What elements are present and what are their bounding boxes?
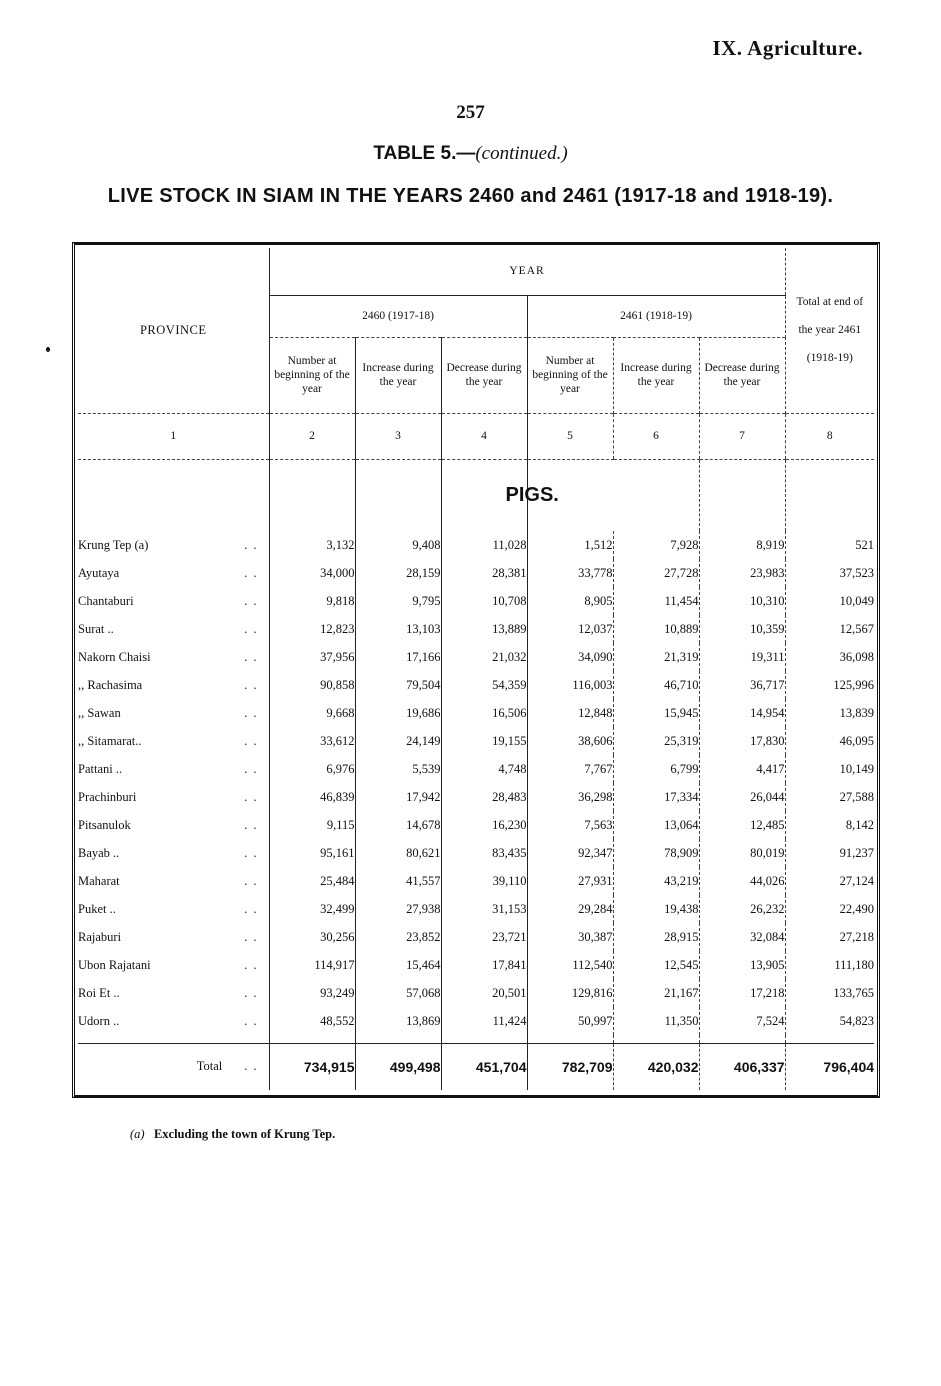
table-cell: 10,149 xyxy=(785,755,874,783)
table-cell: 12,567 xyxy=(785,615,874,643)
table-cell: 125,996 xyxy=(785,671,874,699)
table-cell: 22,490 xyxy=(785,895,874,923)
table-cell: 54,823 xyxy=(785,1007,874,1035)
header-sub-2460-decrease: Decrease during the year xyxy=(441,337,527,413)
table-cell: 37,956 xyxy=(269,643,355,671)
col-number-6: 6 xyxy=(613,413,699,459)
table-cell: 17,830 xyxy=(699,727,785,755)
footnote-text: Excluding the town of Krung Tep. xyxy=(153,1127,336,1141)
province-name: Bayab .. xyxy=(78,845,120,860)
table-cell: 7,767 xyxy=(527,755,613,783)
total-cell: 734,915 xyxy=(269,1043,355,1090)
footnote-marker: (a) xyxy=(130,1127,145,1141)
table-cell: 7,524 xyxy=(699,1007,785,1035)
table-cell: 44,026 xyxy=(699,867,785,895)
table-cell: 48,552 xyxy=(269,1007,355,1035)
table-cell: 32,084 xyxy=(699,923,785,951)
table-cell: 4,417 xyxy=(699,755,785,783)
table-caption xyxy=(0,143,941,165)
header-sub-2460-increase: Increase during the year xyxy=(355,337,441,413)
table-cell: 54,359 xyxy=(441,671,527,699)
table-cell: 93,249 xyxy=(269,979,355,1007)
col-number-1: 1 xyxy=(78,413,269,459)
table-cell: 4,748 xyxy=(441,755,527,783)
table-cell: 15,464 xyxy=(355,951,441,979)
table-cell: 95,161 xyxy=(269,839,355,867)
leader-dots: .. xyxy=(244,593,263,608)
leader-dots: .. xyxy=(244,649,263,664)
table-cell: 7,563 xyxy=(527,811,613,839)
table-cell: 27,218 xyxy=(785,923,874,951)
table-cell: 11,028 xyxy=(441,531,527,559)
table-cell: 10,889 xyxy=(613,615,699,643)
leader-dots: .. xyxy=(244,705,263,720)
province-name: Udorn .. xyxy=(78,1013,120,1028)
table-cell: 25,319 xyxy=(613,727,699,755)
table-cell: 11,350 xyxy=(613,1007,699,1035)
leader-dots: .. xyxy=(244,761,263,776)
table-cell: 92,347 xyxy=(527,839,613,867)
leader-dots: .. xyxy=(244,873,263,888)
table-cell: 13,103 xyxy=(355,615,441,643)
table-cell: 13,839 xyxy=(785,699,874,727)
province-name: ,, Sawan xyxy=(78,705,121,720)
table-cell: 28,915 xyxy=(613,923,699,951)
table-cell: 39,110 xyxy=(441,867,527,895)
footnote xyxy=(130,1127,335,1142)
table-cell: 57,068 xyxy=(355,979,441,1007)
table-row xyxy=(78,587,874,615)
col-number-2: 2 xyxy=(269,413,355,459)
total-row xyxy=(78,1043,874,1090)
table-cell: 10,049 xyxy=(785,587,874,615)
print-speck xyxy=(46,347,50,352)
table-cell: 129,816 xyxy=(527,979,613,1007)
table-cell: 9,115 xyxy=(269,811,355,839)
table-cell: 83,435 xyxy=(441,839,527,867)
table-cell: 13,869 xyxy=(355,1007,441,1035)
province-name: Roi Et .. xyxy=(78,985,120,1000)
table-cell: 26,044 xyxy=(699,783,785,811)
table-cell: 10,310 xyxy=(699,587,785,615)
total-cell: 451,704 xyxy=(441,1043,527,1090)
leader-dots: .. xyxy=(244,901,263,916)
table-cell: 3,132 xyxy=(269,531,355,559)
table-title: LIVE STOCK IN SIAM IN THE YEARS 2460 and 2461 (1917-18 and 1918-19). xyxy=(107,185,834,207)
table-cell: 10,708 xyxy=(441,587,527,615)
table-cell: 13,064 xyxy=(613,811,699,839)
table-cell: 6,799 xyxy=(613,755,699,783)
table-cell: 91,237 xyxy=(785,839,874,867)
table-cell: 23,721 xyxy=(441,923,527,951)
table-cell: 37,523 xyxy=(785,559,874,587)
table-cell: 33,612 xyxy=(269,727,355,755)
header-province: PROVINCE xyxy=(139,323,207,338)
table-cell: 13,905 xyxy=(699,951,785,979)
table-cell: 26,232 xyxy=(699,895,785,923)
col-number-4: 4 xyxy=(441,413,527,459)
table-cell: 46,095 xyxy=(785,727,874,755)
table-cell: 38,606 xyxy=(527,727,613,755)
table-row xyxy=(78,727,874,755)
table-cell: 17,166 xyxy=(355,643,441,671)
province-name: Pattani .. xyxy=(78,761,123,776)
province-name: Surat .. xyxy=(78,621,114,636)
table-cell: 11,454 xyxy=(613,587,699,615)
table-row xyxy=(78,951,874,979)
total-cell: 420,032 xyxy=(613,1043,699,1090)
table-cell: 27,938 xyxy=(355,895,441,923)
table-cell: 46,710 xyxy=(613,671,699,699)
header-sub-2460-number: Number at beginning of the year xyxy=(269,337,355,413)
table-cell: 10,359 xyxy=(699,615,785,643)
table-cell: 36,298 xyxy=(527,783,613,811)
province-name: Krung Tep (a) xyxy=(78,537,149,552)
total-label: Total xyxy=(196,1059,223,1073)
live-stock-table xyxy=(78,248,874,1090)
leader-dots: .. xyxy=(244,677,263,692)
leader-dots: .. xyxy=(244,789,263,804)
table-row xyxy=(78,559,874,587)
table-cell: 21,167 xyxy=(613,979,699,1007)
province-name: Maharat xyxy=(78,873,120,888)
table-row xyxy=(78,979,874,1007)
table-cell: 12,485 xyxy=(699,811,785,839)
table-cell: 12,545 xyxy=(613,951,699,979)
table-cell: 14,954 xyxy=(699,699,785,727)
table-cell: 27,728 xyxy=(613,559,699,587)
table-cell: 9,818 xyxy=(269,587,355,615)
section-label-pigs: PIGS. xyxy=(505,483,559,506)
col-number-5: 5 xyxy=(527,413,613,459)
table-row xyxy=(78,811,874,839)
province-name: ,, Sitamarat.. xyxy=(78,733,142,748)
col-number-8: 8 xyxy=(785,413,874,459)
table-cell: 21,032 xyxy=(441,643,527,671)
section-header: IX. Agriculture. xyxy=(712,36,863,60)
header-sub-2461-decrease: Decrease during the year xyxy=(699,337,785,413)
table-row xyxy=(78,643,874,671)
table-cell: 111,180 xyxy=(785,951,874,979)
table-cell: 41,557 xyxy=(355,867,441,895)
province-name: Prachinburi xyxy=(78,789,137,804)
leader-dots: .. xyxy=(244,957,263,972)
table-cell: 9,408 xyxy=(355,531,441,559)
table-cell: 9,668 xyxy=(269,699,355,727)
table-cell: 19,686 xyxy=(355,699,441,727)
leader-dots: .. xyxy=(244,733,263,748)
table-cell: 29,284 xyxy=(527,895,613,923)
table-cell: 28,381 xyxy=(441,559,527,587)
table-row xyxy=(78,923,874,951)
leader-dots: .. xyxy=(244,817,263,832)
table-cell: 78,909 xyxy=(613,839,699,867)
table-row xyxy=(78,671,874,699)
leader-dots: .. xyxy=(244,985,263,1000)
table-cell: 30,387 xyxy=(527,923,613,951)
table-row xyxy=(78,755,874,783)
leader-dots: .. xyxy=(244,845,263,860)
table-cell: 17,334 xyxy=(613,783,699,811)
table-caption-main: TABLE 5.— xyxy=(373,143,476,164)
table-cell: 7,928 xyxy=(613,531,699,559)
table-body xyxy=(78,531,874,1090)
table-cell: 1,512 xyxy=(527,531,613,559)
table-cell: 30,256 xyxy=(269,923,355,951)
table-cell: 34,090 xyxy=(527,643,613,671)
total-cell: 499,498 xyxy=(355,1043,441,1090)
table-cell: 8,905 xyxy=(527,587,613,615)
col-number-3: 3 xyxy=(355,413,441,459)
total-cell: 406,337 xyxy=(699,1043,785,1090)
province-name: ,, Rachasima xyxy=(78,677,143,692)
table-cell: 36,717 xyxy=(699,671,785,699)
province-name: Puket .. xyxy=(78,901,116,916)
leader-dots: .. xyxy=(244,1059,263,1073)
table-cell: 9,795 xyxy=(355,587,441,615)
table-cell: 23,852 xyxy=(355,923,441,951)
total-cell: 796,404 xyxy=(785,1043,874,1090)
table-row xyxy=(78,839,874,867)
table-caption-continued: (continued.) xyxy=(475,143,568,164)
table-cell: 12,848 xyxy=(527,699,613,727)
province-name: Ubon Rajatani xyxy=(78,957,151,972)
table-row xyxy=(78,615,874,643)
col-number-7: 7 xyxy=(699,413,785,459)
table-cell: 8,142 xyxy=(785,811,874,839)
table-row xyxy=(78,1007,874,1035)
total-cell: 782,709 xyxy=(527,1043,613,1090)
table-cell: 133,765 xyxy=(785,979,874,1007)
table-cell: 114,917 xyxy=(269,951,355,979)
table-cell: 17,942 xyxy=(355,783,441,811)
province-name: Nakorn Chaisi xyxy=(78,649,151,664)
table-cell: 15,945 xyxy=(613,699,699,727)
table-cell: 80,019 xyxy=(699,839,785,867)
table-cell: 43,219 xyxy=(613,867,699,895)
table-cell: 116,003 xyxy=(527,671,613,699)
leader-dots: .. xyxy=(244,621,263,636)
table-row xyxy=(78,895,874,923)
header-year: YEAR xyxy=(269,248,785,295)
header-sub-2461-increase: Increase during the year xyxy=(613,337,699,413)
table-cell: 13,889 xyxy=(441,615,527,643)
table-cell: 17,218 xyxy=(699,979,785,1007)
table-cell: 17,841 xyxy=(441,951,527,979)
table-cell: 34,000 xyxy=(269,559,355,587)
table-cell: 25,484 xyxy=(269,867,355,895)
province-name: Pitsanulok xyxy=(78,817,131,832)
table-cell: 6,976 xyxy=(269,755,355,783)
table-cell: 5,539 xyxy=(355,755,441,783)
table-row xyxy=(78,531,874,559)
table-cell: 12,037 xyxy=(527,615,613,643)
table-cell: 27,124 xyxy=(785,867,874,895)
table-cell: 12,823 xyxy=(269,615,355,643)
leader-dots: .. xyxy=(244,565,263,580)
table-cell: 79,504 xyxy=(355,671,441,699)
header-sub-2461-number: Number at beginning of the year xyxy=(527,337,613,413)
table-cell: 23,983 xyxy=(699,559,785,587)
province-name: Chantaburi xyxy=(78,593,134,608)
table-cell: 50,997 xyxy=(527,1007,613,1035)
table-cell: 19,438 xyxy=(613,895,699,923)
table-cell: 31,153 xyxy=(441,895,527,923)
province-name: Ayutaya xyxy=(78,565,120,580)
header-period-2461: 2461 (1918-19) xyxy=(527,295,785,337)
province-name: Rajaburi xyxy=(78,929,122,944)
table-cell: 46,839 xyxy=(269,783,355,811)
leader-dots: .. xyxy=(244,537,263,552)
table-cell: 80,621 xyxy=(355,839,441,867)
table-cell: 32,499 xyxy=(269,895,355,923)
leader-dots: .. xyxy=(244,1013,263,1028)
table-cell: 90,858 xyxy=(269,671,355,699)
table-row xyxy=(78,867,874,895)
table-row xyxy=(78,699,874,727)
table-cell: 19,155 xyxy=(441,727,527,755)
header-total: Total at end of the year 2461 (1918-19) xyxy=(785,248,874,413)
table-cell: 112,540 xyxy=(527,951,613,979)
table-cell: 521 xyxy=(785,531,874,559)
table-cell: 28,159 xyxy=(355,559,441,587)
table-cell: 21,319 xyxy=(613,643,699,671)
table-cell: 36,098 xyxy=(785,643,874,671)
table-cell: 28,483 xyxy=(441,783,527,811)
table-cell: 27,931 xyxy=(527,867,613,895)
table-row xyxy=(78,783,874,811)
table-cell: 8,919 xyxy=(699,531,785,559)
leader-dots: .. xyxy=(244,929,263,944)
table-cell: 19,311 xyxy=(699,643,785,671)
table-cell: 20,501 xyxy=(441,979,527,1007)
page-number: 257 xyxy=(456,102,485,123)
table-cell: 16,506 xyxy=(441,699,527,727)
table-cell: 33,778 xyxy=(527,559,613,587)
table-cell: 24,149 xyxy=(355,727,441,755)
table-cell: 16,230 xyxy=(441,811,527,839)
table-cell: 14,678 xyxy=(355,811,441,839)
table-cell: 27,588 xyxy=(785,783,874,811)
header-period-2460: 2460 (1917-18) xyxy=(269,295,527,337)
table-cell: 11,424 xyxy=(441,1007,527,1035)
